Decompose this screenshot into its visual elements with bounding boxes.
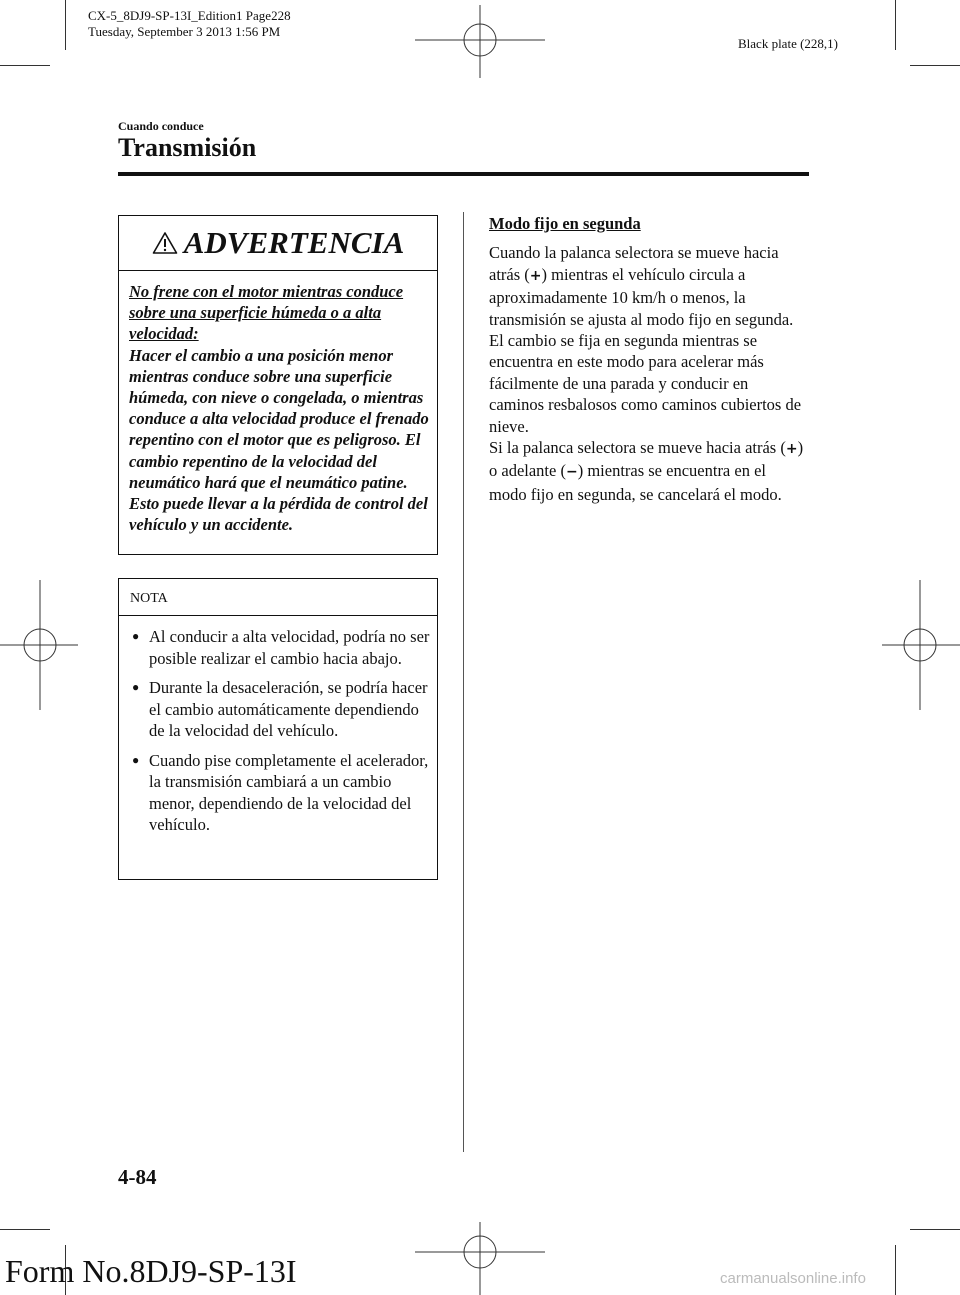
registration-mark-right: [880, 580, 960, 710]
bullet-icon: ●: [132, 680, 140, 694]
warning-body: [119, 271, 437, 535]
column-divider: [463, 212, 464, 1152]
warning-box: [118, 215, 438, 555]
crop-mark: [0, 65, 50, 66]
bullet-icon: ●: [132, 752, 140, 767]
list-item: ● Al conducir a alta velocidad, podría no ser posible realizar el cambio hacia abajo.: [132, 627, 430, 668]
right-column: [489, 213, 807, 505]
subheading: Modo fijo en segunda: [489, 214, 641, 233]
crop-mark: [895, 0, 896, 50]
warning-lead: No frene con el motor mientras conduce sobre una superficie húmeda o a alta velocidad:: [129, 282, 404, 344]
crop-mark: [0, 1229, 50, 1230]
crop-mark: [910, 65, 960, 66]
watermark: carmanualsonline.info: [720, 1270, 866, 1287]
plate-label: Black plate (228,1): [738, 36, 838, 51]
warning-heading: ADVERTENCIA: [183, 225, 405, 260]
crop-mark: [910, 1229, 960, 1230]
plus-icon: +: [529, 267, 542, 284]
form-number: Form No.8DJ9-SP-13I: [5, 1253, 297, 1289]
paragraph: Cuando la palanca selectora se mueve hacia atrás (+) mientras el vehículo circula a aproximadamente 10 km/h o menos, la transmisión se ajusta al modo fijo en segunda. El cambio se fija en segunda mientras se encuentra en este modo para acelerar más fácilmente de una parada y conducir en caminos resbalosos como caminos cubiertos de nieve.: [489, 243, 802, 436]
registration-mark-bottom: [415, 1222, 545, 1295]
warning-icon: [152, 231, 178, 255]
plus-icon: +: [785, 441, 798, 458]
title-rule: [118, 172, 809, 176]
section-label: Cuando conduce: [118, 119, 204, 133]
file-line: CX-5_8DJ9-SP-13I_Edition1 Page228: [88, 8, 291, 23]
crop-mark: [65, 0, 66, 50]
page-title: Transmisión: [118, 133, 257, 162]
note-box: [118, 578, 438, 880]
note-list: [119, 616, 437, 836]
minus-icon: −: [565, 464, 578, 481]
registration-mark-left: [0, 580, 80, 710]
registration-mark-top: [415, 0, 545, 80]
warning-header: [119, 216, 437, 271]
list-item: ● Durante la desaceleración, se podría hacer el cambio automáticamente dependiendo de la velocidad del vehículo.: [132, 678, 428, 740]
list-item: ● Cuando pise completamente el acelerador, la transmisión cambiará a un cambio menor, dependiendo de la velocidad del vehículo.: [132, 750, 429, 834]
crop-mark: [895, 1245, 896, 1295]
page-number: 4-84: [118, 1165, 157, 1189]
date-line: Tuesday, September 3 2013 1:56 PM: [88, 24, 281, 39]
paragraph: Si la palanca selectora se mueve hacia atrás (+) o adelante (−) mientras se encuentra en el modo fijo en segunda, se cancelará el modo.: [489, 438, 804, 504]
note-heading: NOTA: [119, 579, 437, 616]
bullet-icon: ●: [132, 629, 140, 643]
warning-text: Hacer el cambio a una posición menor mientras conduce sobre una superficie húmeda, con nieve o congelada, o mientras conduce a alta velocidad produce el frenado repentino con el motor que es peligroso. El cambio repentino de la velocidad del neumático hará que el neumático patine. Esto puede llevar a la pérdida de control del vehículo y un accidente.: [129, 345, 429, 535]
print-header: [88, 8, 291, 40]
